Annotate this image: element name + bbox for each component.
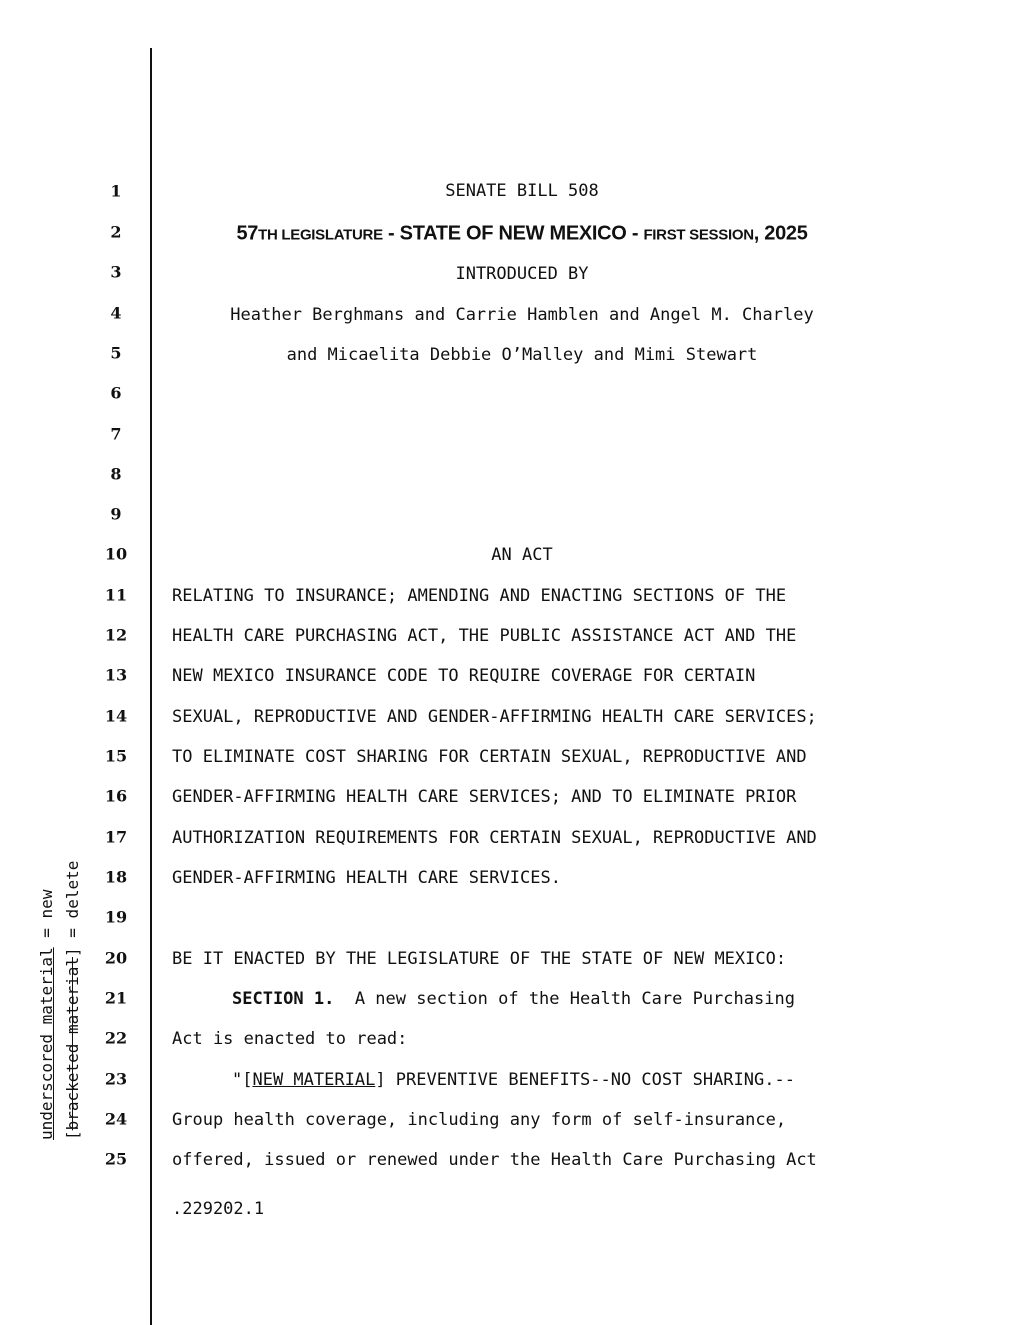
act-title-line: GENDER-AFFIRMING HEALTH CARE SERVICES; AND TO ELIMINATE PRIOR	[172, 787, 797, 807]
line-number: 1	[110, 181, 122, 201]
session-year: , 2025	[753, 222, 808, 245]
bill-number: SENATE BILL 508	[445, 181, 599, 201]
act-title-line: AUTHORIZATION REQUIREMENTS FOR CERTAIN SEXUAL, REPRODUCTIVE AND	[172, 828, 817, 848]
enacting-clause: BE IT ENACTED BY THE LEGISLATURE OF THE STATE OF NEW MEXICO:	[172, 949, 787, 969]
line-number: 13	[104, 665, 128, 685]
line-number: 5	[110, 343, 122, 363]
legislature-suffix: TH LEGISLATURE	[258, 226, 383, 244]
heading-separator: -	[626, 222, 644, 245]
legend-delete-struck: bracketed material	[63, 956, 82, 1131]
legend-new	[34, 861, 60, 1140]
line-number: 21	[104, 988, 128, 1008]
line-number: 4	[110, 303, 122, 323]
legend-new-text: = new	[37, 889, 56, 948]
line-number: 23	[104, 1069, 128, 1089]
new-material-heading-text: ] PREVENTIVE BENEFITS--NO COST SHARING.--	[375, 1070, 795, 1090]
legend-delete-text: ] = delete	[63, 860, 82, 957]
new-material-heading	[232, 1070, 795, 1090]
legend-delete-open: [	[63, 1130, 82, 1140]
body-line: Act is enacted to read:	[172, 1029, 408, 1049]
act-title-line: TO ELIMINATE COST SHARING FOR CERTAIN SEXUAL, REPRODUCTIVE AND	[172, 747, 807, 767]
line-number: 22	[104, 1028, 128, 1048]
line-number: 6	[110, 383, 122, 403]
act-title-line: SEXUAL, REPRODUCTIVE AND GENDER-AFFIRMING HEALTH CARE SERVICES;	[172, 707, 817, 727]
line-number: 15	[104, 746, 128, 766]
line-number: 25	[104, 1149, 128, 1169]
legislature-number: 57	[236, 222, 259, 245]
line-number: 24	[104, 1109, 128, 1129]
session-name: FIRST SESSION	[643, 226, 754, 244]
act-title-line: GENDER-AFFIRMING HEALTH CARE SERVICES.	[172, 868, 561, 888]
body-line: Group health coverage, including any form of self-insurance,	[172, 1110, 787, 1130]
act-title-line: RELATING TO INSURANCE; AMENDING AND ENACTING SECTIONS OF THE	[172, 586, 787, 606]
legend-delete	[60, 861, 86, 1140]
line-number: 11	[104, 585, 128, 605]
line-number: 8	[110, 464, 122, 484]
introduced-by: INTRODUCED BY	[455, 264, 589, 284]
margin-legend	[34, 861, 86, 1140]
legislature-heading	[172, 223, 872, 246]
section-text: A new section of the Health Care Purchasing	[334, 989, 795, 1009]
line-number: 16	[104, 786, 128, 806]
new-material-open: "[	[232, 1070, 253, 1090]
line-number: 12	[104, 625, 128, 645]
act-title-line: HEALTH CARE PURCHASING ACT, THE PUBLIC ASSISTANCE ACT AND THE	[172, 626, 797, 646]
section-1-line	[232, 989, 795, 1009]
line-number: 20	[104, 948, 128, 968]
margin-rule	[150, 48, 152, 1325]
line-number: 10	[104, 544, 128, 564]
body-line: offered, issued or renewed under the Health Care Purchasing Act	[172, 1150, 817, 1170]
state-name: STATE OF NEW MEXICO	[399, 222, 627, 245]
heading-separator: -	[382, 222, 400, 245]
new-material-marker: NEW MATERIAL	[252, 1070, 376, 1090]
line-number: 9	[110, 504, 122, 524]
act-title: AN ACT	[491, 545, 553, 565]
sponsors-line-2: and Micaelita Debbie O’Malley and Mimi Stewart	[286, 345, 758, 365]
act-title-line: NEW MEXICO INSURANCE CODE TO REQUIRE COVERAGE FOR CERTAIN	[172, 666, 756, 686]
section-label: SECTION 1.	[232, 989, 335, 1009]
line-number: 14	[104, 706, 128, 726]
line-number: 2	[110, 222, 122, 242]
legend-new-underlined: underscored material	[37, 947, 56, 1140]
line-number: 3	[110, 262, 122, 282]
line-number: 7	[110, 424, 122, 444]
line-number: 17	[104, 827, 128, 847]
line-number: 18	[104, 867, 128, 887]
sponsors-line-1: Heather Berghmans and Carrie Hamblen and Angel M. Charley	[230, 305, 814, 325]
line-number: 19	[104, 907, 128, 927]
document-code: .229202.1	[172, 1199, 265, 1219]
